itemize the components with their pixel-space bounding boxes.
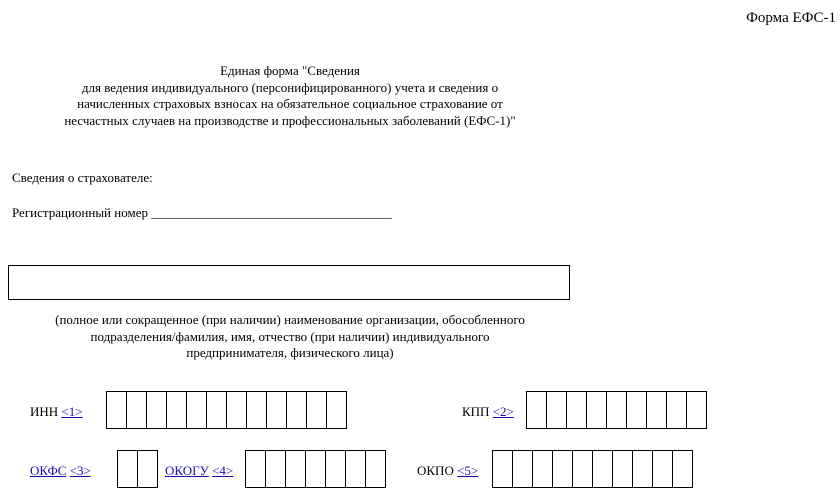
- okogu-digit-cell[interactable]: [305, 450, 326, 488]
- okpo-footnote-link[interactable]: <5>: [457, 463, 479, 478]
- title-line: несчастных случаев на производстве и профессиональных заболеваний (ЕФС-1)": [64, 112, 516, 128]
- inn-footnote-link[interactable]: <1>: [61, 404, 83, 419]
- caption-line: подразделения/фамилия, имя, отчество (при наличии) индивидуального: [90, 328, 490, 344]
- okpo-label: ОКПО: [417, 463, 454, 478]
- organization-name-input[interactable]: [8, 265, 570, 300]
- inn-cells[interactable]: [106, 391, 347, 429]
- kpp-digit-cell[interactable]: [666, 391, 687, 429]
- okfs-digit-cell[interactable]: [117, 450, 138, 488]
- okpo-label-group: [417, 463, 478, 479]
- registration-label: Регистрационный номер: [12, 205, 148, 220]
- okogu-digit-cell[interactable]: [345, 450, 366, 488]
- inn-digit-cell[interactable]: [286, 391, 307, 429]
- okpo-digit-cell[interactable]: [572, 450, 593, 488]
- okfs-cells[interactable]: [117, 450, 158, 488]
- okpo-digit-cell[interactable]: [672, 450, 693, 488]
- kpp-digit-cell[interactable]: [566, 391, 587, 429]
- caption-line: предпринимателя, физического лица): [186, 345, 394, 360]
- okpo-digit-cell[interactable]: [552, 450, 573, 488]
- inn-label: ИНН: [30, 404, 59, 419]
- title-line: Единая форма "Сведения: [220, 63, 360, 78]
- okogu-digit-cell[interactable]: [325, 450, 346, 488]
- okogu-cells[interactable]: [245, 450, 386, 488]
- kpp-digit-cell[interactable]: [686, 391, 707, 429]
- okfs-label-group: [30, 463, 91, 479]
- okpo-digit-cell[interactable]: [532, 450, 553, 488]
- title-line: для ведения индивидуального (персонифицированного) учета и сведения о: [81, 79, 499, 95]
- inn-digit-cell[interactable]: [226, 391, 247, 429]
- okogu-digit-cell[interactable]: [265, 450, 286, 488]
- inn-digit-cell[interactable]: [246, 391, 267, 429]
- kpp-digit-cell[interactable]: [526, 391, 547, 429]
- inn-digit-cell[interactable]: [146, 391, 167, 429]
- inn-digit-cell[interactable]: [126, 391, 147, 429]
- okfs-label[interactable]: ОКФС: [30, 463, 67, 478]
- okogu-digit-cell[interactable]: [365, 450, 386, 488]
- kpp-digit-cell[interactable]: [546, 391, 567, 429]
- okogu-label-group: [165, 463, 233, 479]
- okogu-digit-cell[interactable]: [285, 450, 306, 488]
- okfs-footnote-link[interactable]: <3>: [69, 463, 91, 478]
- caption-line: (полное или сокращенное (при наличии) наименование организации, обособленного: [55, 312, 525, 327]
- registration-row: [12, 205, 392, 221]
- inn-digit-cell[interactable]: [206, 391, 227, 429]
- okogu-label[interactable]: ОКОГУ: [165, 463, 209, 478]
- okpo-digit-cell[interactable]: [492, 450, 513, 488]
- okpo-digit-cell[interactable]: [512, 450, 533, 488]
- form-title: [0, 63, 580, 129]
- title-line: начисленных страховых взносах на обязательное социальное страхование от: [77, 96, 503, 111]
- kpp-cells[interactable]: [526, 391, 707, 429]
- inn-digit-cell[interactable]: [306, 391, 327, 429]
- okpo-digit-cell[interactable]: [652, 450, 673, 488]
- form-code: Форма ЕФС-1: [746, 10, 836, 26]
- okogu-digit-cell[interactable]: [245, 450, 266, 488]
- kpp-label-group: [462, 404, 514, 420]
- kpp-digit-cell[interactable]: [626, 391, 647, 429]
- registration-number-field[interactable]: _____________________________________: [151, 205, 392, 220]
- insurer-heading: Сведения о страхователе:: [12, 170, 153, 185]
- kpp-digit-cell[interactable]: [606, 391, 627, 429]
- kpp-footnote-link[interactable]: <2>: [492, 404, 514, 419]
- kpp-label: КПП: [462, 404, 490, 419]
- inn-digit-cell[interactable]: [166, 391, 187, 429]
- kpp-digit-cell[interactable]: [646, 391, 667, 429]
- okpo-digit-cell[interactable]: [612, 450, 633, 488]
- okogu-footnote-link[interactable]: <4>: [212, 463, 234, 478]
- organization-name-caption: [0, 312, 580, 362]
- okpo-cells[interactable]: [492, 450, 693, 488]
- kpp-digit-cell[interactable]: [586, 391, 607, 429]
- okpo-digit-cell[interactable]: [592, 450, 613, 488]
- inn-digit-cell[interactable]: [186, 391, 207, 429]
- inn-digit-cell[interactable]: [326, 391, 347, 429]
- inn-digit-cell[interactable]: [106, 391, 127, 429]
- inn-digit-cell[interactable]: [266, 391, 287, 429]
- inn-label-group: [30, 404, 83, 420]
- okfs-digit-cell[interactable]: [137, 450, 158, 488]
- okpo-digit-cell[interactable]: [632, 450, 653, 488]
